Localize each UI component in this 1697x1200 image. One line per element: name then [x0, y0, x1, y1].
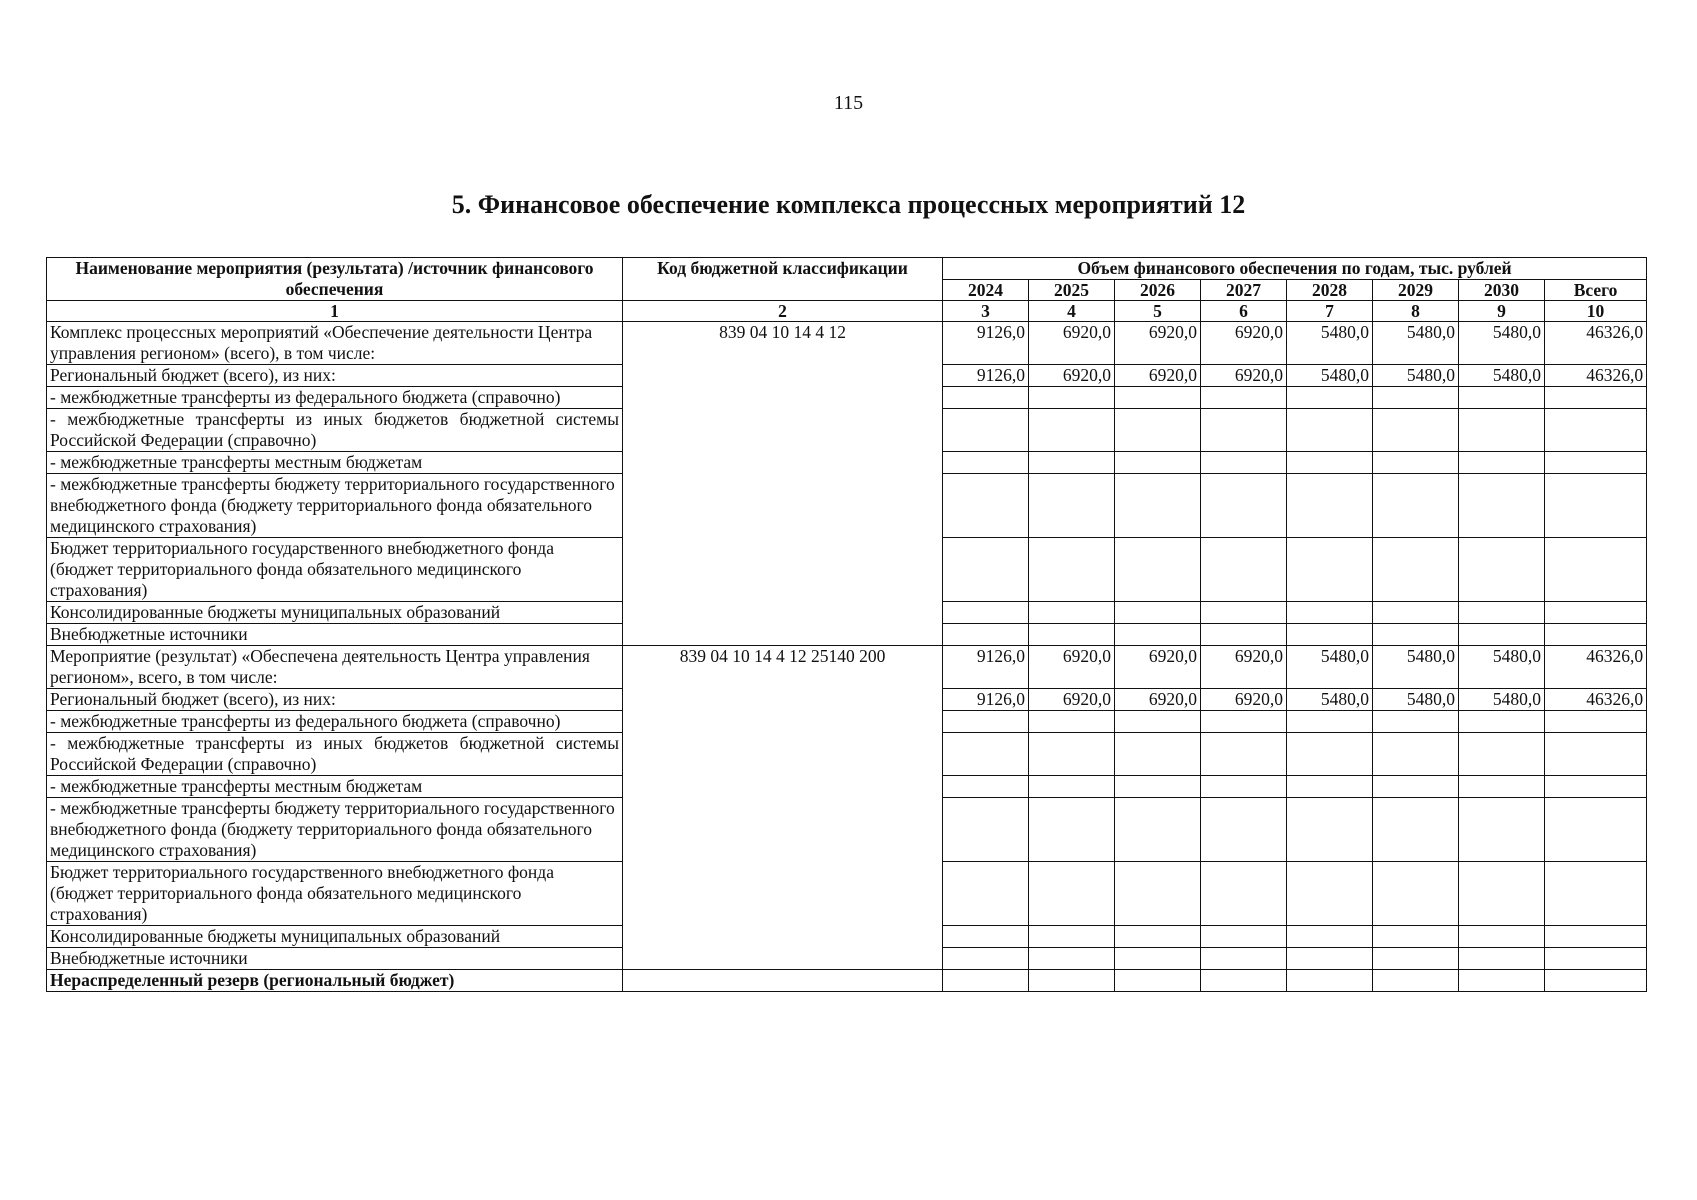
- row-label: Бюджет территориального государственного внебюджетного фонда (бюджет территориального фонда обязательного медицинского страхования): [47, 862, 623, 926]
- total-cell: [1545, 409, 1647, 452]
- year-value-cell: [1373, 970, 1459, 992]
- year-value-cell: 6920,0: [1029, 365, 1115, 387]
- year-value-cell: [1459, 733, 1545, 776]
- year-value-cell: [1287, 624, 1373, 646]
- year-value-cell: [1459, 970, 1545, 992]
- year-value-cell: [1115, 624, 1201, 646]
- total-cell: [1545, 733, 1647, 776]
- total-cell: 46326,0: [1545, 646, 1647, 689]
- year-value-cell: 9126,0: [943, 365, 1029, 387]
- year-value-cell: [1115, 409, 1201, 452]
- year-value-cell: [1201, 926, 1287, 948]
- total-cell: [1545, 798, 1647, 862]
- header-year: 2026: [1115, 280, 1201, 301]
- year-value-cell: 6920,0: [1115, 365, 1201, 387]
- year-value-cell: [943, 926, 1029, 948]
- total-cell: [1545, 711, 1647, 733]
- year-value-cell: [1287, 387, 1373, 409]
- column-number: 4: [1029, 301, 1115, 322]
- year-value-cell: [1201, 970, 1287, 992]
- section-title: 5. Финансовое обеспечение комплекса процессных мероприятий 12: [451, 190, 1246, 219]
- year-value-cell: 6920,0: [1201, 646, 1287, 689]
- year-value-cell: 5480,0: [1373, 689, 1459, 711]
- year-value-cell: [1459, 452, 1545, 474]
- total-cell: 46326,0: [1545, 689, 1647, 711]
- year-value-cell: [943, 948, 1029, 970]
- year-value-cell: 9126,0: [943, 322, 1029, 365]
- year-value-cell: [1459, 624, 1545, 646]
- year-value-cell: 6920,0: [1029, 689, 1115, 711]
- total-cell: 46326,0: [1545, 322, 1647, 365]
- year-value-cell: [1029, 602, 1115, 624]
- year-value-cell: [1115, 602, 1201, 624]
- total-cell: 46326,0: [1545, 365, 1647, 387]
- year-value-cell: [1201, 452, 1287, 474]
- year-value-cell: [1373, 711, 1459, 733]
- year-value-cell: [943, 776, 1029, 798]
- year-value-cell: [1459, 474, 1545, 538]
- year-value-cell: [1373, 862, 1459, 926]
- year-value-cell: [943, 711, 1029, 733]
- total-cell: [1545, 452, 1647, 474]
- year-value-cell: [1373, 474, 1459, 538]
- year-value-cell: [1287, 474, 1373, 538]
- year-value-cell: [1373, 538, 1459, 602]
- year-value-cell: [1373, 624, 1459, 646]
- reserve-row: [47, 970, 1647, 992]
- year-value-cell: 5480,0: [1287, 646, 1373, 689]
- total-cell: [1545, 926, 1647, 948]
- year-value-cell: [1287, 776, 1373, 798]
- year-value-cell: 9126,0: [943, 646, 1029, 689]
- year-value-cell: [1115, 733, 1201, 776]
- total-cell: [1545, 970, 1647, 992]
- year-value-cell: [1029, 948, 1115, 970]
- total-cell: [1545, 474, 1647, 538]
- page-number: 115: [833, 92, 864, 114]
- year-value-cell: [1029, 624, 1115, 646]
- header-year: 2027: [1201, 280, 1287, 301]
- year-value-cell: 6920,0: [1115, 689, 1201, 711]
- year-value-cell: [1029, 776, 1115, 798]
- column-number: 10: [1545, 301, 1647, 322]
- year-value-cell: [1201, 409, 1287, 452]
- year-value-cell: [1029, 798, 1115, 862]
- row-label: Мероприятие (результат) «Обеспечена деятельность Центра управления регионом», всего, в том числе:: [47, 646, 623, 689]
- year-value-cell: [1029, 711, 1115, 733]
- row-label: - межбюджетные трансферты из федерального бюджета (справочно): [47, 387, 623, 409]
- row-label: Консолидированные бюджеты муниципальных образований: [47, 926, 623, 948]
- year-value-cell: [1459, 602, 1545, 624]
- year-value-cell: [1201, 711, 1287, 733]
- header-volume-group: Объем финансового обеспечения по годам, тыс. рублей: [943, 258, 1647, 280]
- year-value-cell: [1287, 452, 1373, 474]
- column-number: 1: [47, 301, 623, 322]
- year-value-cell: [943, 733, 1029, 776]
- column-number: 3: [943, 301, 1029, 322]
- year-value-cell: [1115, 970, 1201, 992]
- row-label: Региональный бюджет (всего), из них:: [47, 689, 623, 711]
- year-value-cell: [1115, 926, 1201, 948]
- year-value-cell: [1115, 474, 1201, 538]
- column-number: 8: [1373, 301, 1459, 322]
- row-label: - межбюджетные трансферты из иных бюджетов бюджетной системы Российской Федерации (справочно): [47, 733, 623, 776]
- year-value-cell: 6920,0: [1029, 646, 1115, 689]
- year-value-cell: [1373, 409, 1459, 452]
- year-value-cell: [943, 452, 1029, 474]
- year-value-cell: [1459, 926, 1545, 948]
- year-value-cell: [1115, 948, 1201, 970]
- year-value-cell: [1373, 452, 1459, 474]
- year-value-cell: [1029, 452, 1115, 474]
- year-value-cell: [1115, 538, 1201, 602]
- year-value-cell: [1115, 711, 1201, 733]
- year-value-cell: [1287, 538, 1373, 602]
- year-value-cell: [1201, 624, 1287, 646]
- year-value-cell: [1373, 798, 1459, 862]
- year-value-cell: [1029, 733, 1115, 776]
- year-value-cell: [1459, 538, 1545, 602]
- year-value-cell: [1029, 538, 1115, 602]
- row-label: Внебюджетные источники: [47, 948, 623, 970]
- table-row: [47, 322, 1647, 365]
- header-year: 2024: [943, 280, 1029, 301]
- year-value-cell: [943, 387, 1029, 409]
- row-label: - межбюджетные трансферты бюджету территориального государственного внебюджетного фонда (бюджету территориального фонда обязательного медицинского страхования): [47, 474, 623, 538]
- total-cell: [1545, 387, 1647, 409]
- total-cell: [1545, 776, 1647, 798]
- year-value-cell: [943, 624, 1029, 646]
- year-value-cell: [1287, 862, 1373, 926]
- year-value-cell: [943, 538, 1029, 602]
- year-value-cell: [1459, 862, 1545, 926]
- year-value-cell: [1201, 538, 1287, 602]
- year-value-cell: [1459, 776, 1545, 798]
- year-value-cell: [1029, 409, 1115, 452]
- year-value-cell: [1373, 926, 1459, 948]
- budget-code: [623, 970, 943, 992]
- row-label: Консолидированные бюджеты муниципальных образований: [47, 602, 623, 624]
- year-value-cell: [1201, 862, 1287, 926]
- year-value-cell: 6920,0: [1201, 689, 1287, 711]
- year-value-cell: [1373, 387, 1459, 409]
- year-value-cell: [1373, 776, 1459, 798]
- year-value-cell: 5480,0: [1459, 646, 1545, 689]
- column-number: 7: [1287, 301, 1373, 322]
- year-value-cell: [1115, 452, 1201, 474]
- year-value-cell: [1201, 387, 1287, 409]
- column-number: 5: [1115, 301, 1201, 322]
- year-value-cell: [1201, 474, 1287, 538]
- budget-code: 839 04 10 14 4 12 25140 200: [623, 646, 943, 970]
- year-value-cell: 5480,0: [1287, 322, 1373, 365]
- year-value-cell: [1459, 948, 1545, 970]
- year-value-cell: 6920,0: [1115, 646, 1201, 689]
- row-label: - межбюджетные трансферты местным бюджетам: [47, 776, 623, 798]
- year-value-cell: 9126,0: [943, 689, 1029, 711]
- row-label: - межбюджетные трансферты бюджету территориального государственного внебюджетного фонда (бюджету территориального фонда обязательного медицинского страхования): [47, 798, 623, 862]
- column-number: 6: [1201, 301, 1287, 322]
- row-label: Нераспределенный резерв (региональный бюджет): [47, 970, 623, 992]
- year-value-cell: [1287, 409, 1373, 452]
- total-cell: [1545, 948, 1647, 970]
- year-value-cell: [1115, 387, 1201, 409]
- year-value-cell: [1029, 970, 1115, 992]
- year-value-cell: [1029, 926, 1115, 948]
- budget-code: 839 04 10 14 4 12: [623, 322, 943, 646]
- year-value-cell: 5480,0: [1459, 322, 1545, 365]
- header-year: 2025: [1029, 280, 1115, 301]
- year-value-cell: [1287, 711, 1373, 733]
- total-cell: [1545, 602, 1647, 624]
- year-value-cell: [1287, 948, 1373, 970]
- year-value-cell: [1459, 798, 1545, 862]
- total-cell: [1545, 862, 1647, 926]
- year-value-cell: [943, 970, 1029, 992]
- year-value-cell: [1201, 948, 1287, 970]
- year-value-cell: 5480,0: [1287, 689, 1373, 711]
- column-numbers-row: [47, 301, 1647, 322]
- header-name-col: Наименование мероприятия (результата) /источник финансового обеспечения: [47, 258, 623, 301]
- header-total: Всего: [1545, 280, 1647, 301]
- column-number: 9: [1459, 301, 1545, 322]
- year-value-cell: [943, 474, 1029, 538]
- year-value-cell: [1115, 776, 1201, 798]
- table-row: [47, 646, 1647, 689]
- year-value-cell: [1287, 733, 1373, 776]
- year-value-cell: [1115, 862, 1201, 926]
- row-label: - межбюджетные трансферты из иных бюджетов бюджетной системы Российской Федерации (справочно): [47, 409, 623, 452]
- year-value-cell: [943, 602, 1029, 624]
- year-value-cell: 5480,0: [1287, 365, 1373, 387]
- year-value-cell: [943, 798, 1029, 862]
- year-value-cell: 5480,0: [1373, 646, 1459, 689]
- year-value-cell: [1287, 970, 1373, 992]
- year-value-cell: 5480,0: [1459, 689, 1545, 711]
- year-value-cell: [1201, 776, 1287, 798]
- year-value-cell: 6920,0: [1029, 322, 1115, 365]
- row-label: Комплекс процессных мероприятий «Обеспечение деятельности Центра управления регионом» (всего), в том числе:: [47, 322, 623, 365]
- year-value-cell: [1459, 409, 1545, 452]
- total-cell: [1545, 538, 1647, 602]
- year-value-cell: [1029, 387, 1115, 409]
- year-value-cell: [1029, 474, 1115, 538]
- row-label: - межбюджетные трансферты из федерального бюджета (справочно): [47, 711, 623, 733]
- total-cell: [1545, 624, 1647, 646]
- year-value-cell: 6920,0: [1201, 322, 1287, 365]
- year-value-cell: [1459, 711, 1545, 733]
- header-code-col: Код бюджетной классификации: [623, 258, 943, 301]
- row-label: Внебюджетные источники: [47, 624, 623, 646]
- financing-table: [46, 257, 1647, 992]
- year-value-cell: 5480,0: [1459, 365, 1545, 387]
- year-value-cell: [943, 862, 1029, 926]
- year-value-cell: [1287, 602, 1373, 624]
- row-label: Региональный бюджет (всего), из них:: [47, 365, 623, 387]
- year-value-cell: [1029, 862, 1115, 926]
- year-value-cell: 6920,0: [1115, 322, 1201, 365]
- header-row: [47, 258, 1647, 280]
- year-value-cell: [943, 409, 1029, 452]
- year-value-cell: [1459, 387, 1545, 409]
- year-value-cell: 5480,0: [1373, 365, 1459, 387]
- year-value-cell: [1115, 798, 1201, 862]
- year-value-cell: [1287, 926, 1373, 948]
- year-value-cell: [1201, 798, 1287, 862]
- year-value-cell: [1201, 602, 1287, 624]
- year-value-cell: [1373, 602, 1459, 624]
- column-number: 2: [623, 301, 943, 322]
- row-label: Бюджет территориального государственного внебюджетного фонда (бюджет территориального фонда обязательного медицинского страхования): [47, 538, 623, 602]
- year-value-cell: [1201, 733, 1287, 776]
- header-year: 2028: [1287, 280, 1373, 301]
- header-year: 2030: [1459, 280, 1545, 301]
- year-value-cell: [1373, 948, 1459, 970]
- header-year: 2029: [1373, 280, 1459, 301]
- year-value-cell: [1287, 798, 1373, 862]
- year-value-cell: [1373, 733, 1459, 776]
- year-value-cell: 5480,0: [1373, 322, 1459, 365]
- year-value-cell: 6920,0: [1201, 365, 1287, 387]
- row-label: - межбюджетные трансферты местным бюджетам: [47, 452, 623, 474]
